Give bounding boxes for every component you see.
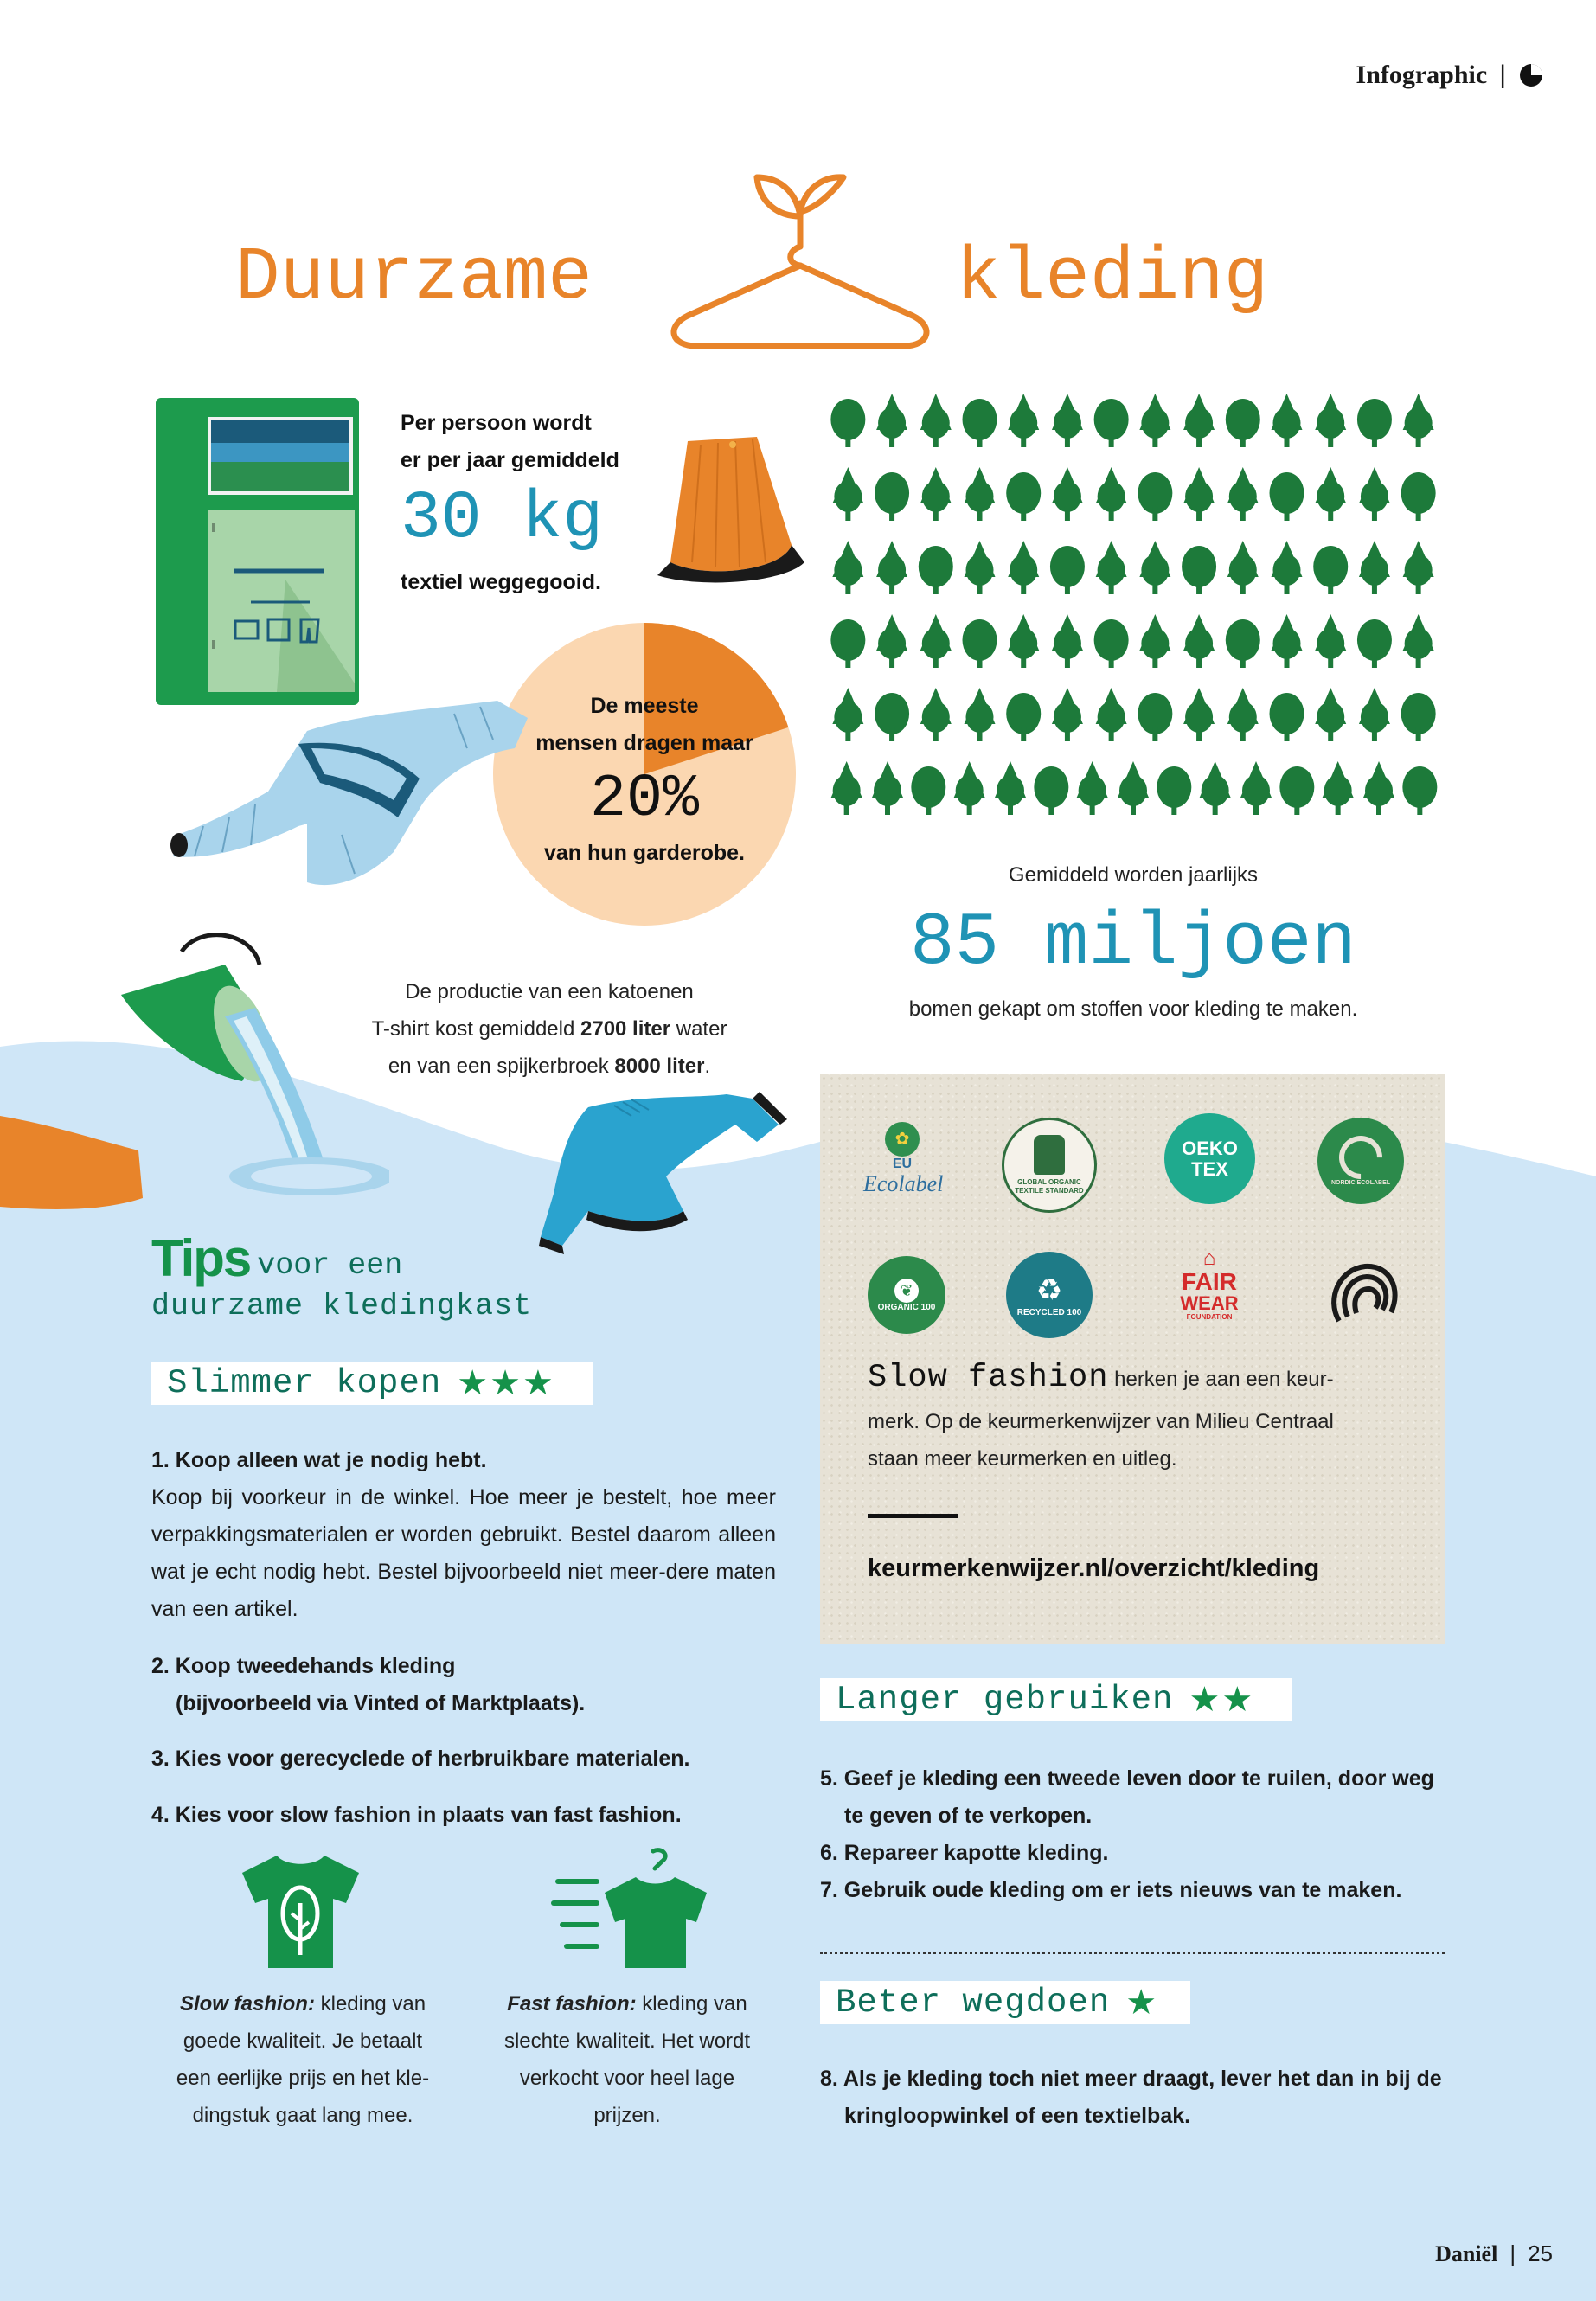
tree-icon (1096, 541, 1127, 594)
title-right: kleding (956, 235, 1269, 320)
wardrobe-line3: van hun garderobe. (544, 841, 745, 865)
tree-icon (1359, 688, 1390, 741)
tip1-head: 1. Koop alleen wat je nodig hebt. (151, 1448, 487, 1472)
tree-icon (831, 761, 862, 815)
nordic-label-text: NORDIC ECOLABEL (1330, 1179, 1391, 1186)
tree-icon (1227, 688, 1259, 741)
tree-icon (1315, 688, 1346, 741)
tree-icon (872, 761, 903, 815)
water-line2b: 2700 liter (580, 1017, 671, 1041)
tree-icon (1182, 546, 1216, 594)
trees-grid (826, 394, 1440, 843)
tree-icon (1270, 472, 1304, 521)
labels-text1: herken je aan een keur- (1108, 1368, 1334, 1391)
slow-card-line2: goede kwaliteit. Je betaalt (183, 2029, 423, 2053)
tips-title: Tips (151, 1229, 251, 1287)
tree-icon (965, 541, 996, 594)
section3-label: Beter wegdoen (836, 1984, 1111, 2022)
tree-icon (832, 688, 863, 741)
tree-icon (1272, 394, 1303, 447)
tip2-head: 2. Koop tweedehands kleding (151, 1654, 456, 1678)
tree-icon (830, 399, 865, 447)
tree-icon (1006, 472, 1041, 521)
water-line1: De productie van een katoenen (405, 980, 694, 1003)
fast-card-line3: verkocht voor heel lage (519, 2067, 735, 2090)
tip8-head-a: 8. Als je kleding toch niet meer draagt, lever het dan in bij de (820, 2067, 1442, 2091)
tree-icon (920, 394, 952, 447)
section-slimmer-kopen (151, 1362, 593, 1405)
tree-icon (832, 541, 863, 594)
tex-text: TEX (1191, 1157, 1228, 1180)
tree-icon (920, 614, 952, 668)
textile-line2: er per jaar gemiddeld (401, 448, 619, 472)
tree-icon (1006, 693, 1041, 741)
section3-stars: ★ (1125, 1984, 1159, 2022)
wardrobe-line1: De meeste (590, 694, 699, 718)
tree-icon (995, 761, 1026, 815)
water-line3a: en van een spijkerbroek (388, 1054, 615, 1078)
water-line2a: T-shirt kost gemiddeld (371, 1017, 580, 1041)
tree-icon (832, 467, 863, 521)
tree-icon (1403, 394, 1434, 447)
tips-subtitle1: voor een (257, 1248, 403, 1283)
keurmerkenwijzer-link[interactable]: keurmerkenwijzer.nl/overzicht/kleding (868, 1554, 1320, 1582)
tree-icon (1313, 546, 1348, 594)
tree-icon (1315, 394, 1346, 447)
title-left: Duurzame (235, 235, 593, 320)
slow-card-line3: een eerlijke prijs en het kle- (176, 2067, 430, 2090)
section2-stars: ★★ (1189, 1681, 1255, 1719)
header-label: Infographic (1356, 61, 1488, 89)
recycled-100-logo (1006, 1252, 1093, 1338)
gots-logo (1002, 1118, 1097, 1213)
tip5-head-b: te geven of te verkopen. (844, 1804, 1093, 1828)
footer-name: Daniël (1435, 2240, 1498, 2266)
fast-card-text1: kleding van (636, 1992, 747, 2016)
gots-label-text: GLOBAL ORGANIC TEXTILE STANDARD (1015, 1178, 1084, 1195)
water-line2 (316, 1010, 783, 1048)
organic-100-logo (868, 1256, 945, 1334)
water-line3 (316, 1048, 783, 1085)
tree-icon (1402, 766, 1437, 815)
footer-separator: | (1509, 2240, 1516, 2266)
section-langer-gebruiken (820, 1678, 1292, 1721)
tree-icon (1008, 541, 1039, 594)
organic-leaf-icon: ❦ (894, 1279, 919, 1303)
slow-card-line1 (138, 1985, 467, 2022)
tree-icon (1200, 761, 1231, 815)
nordic-swan-logo (1317, 1118, 1404, 1204)
tree-icon (1401, 693, 1436, 741)
tree-icon (965, 467, 996, 521)
water-line3b: 8000 liter (614, 1054, 705, 1078)
tree-icon (875, 472, 909, 521)
eu-ecolabel-flower-icon: ✿ (885, 1122, 920, 1157)
tree-icon (1183, 394, 1215, 447)
tip2-sub: (bijvoorbeeld via Vinted of Marktplaats). (176, 1691, 586, 1715)
fast-card-label: Fast fashion: (507, 1992, 637, 2016)
tree-icon (1363, 761, 1394, 815)
trees-line2: bomen gekapt om stoffen voor kleding te maken. (908, 997, 1358, 1021)
fast-card-line4: prijzen. (593, 2104, 661, 2127)
wear-text: WEAR (1180, 1292, 1239, 1314)
footer-page-number: 25 (1528, 2240, 1553, 2266)
tree-icon (1403, 541, 1434, 594)
tree-icon (1401, 472, 1436, 521)
blue-sweater-illustration (536, 1090, 787, 1263)
tree-icon (911, 766, 945, 815)
labels-text-line1 (868, 1360, 1421, 1398)
tree-icon (954, 761, 985, 815)
tree-icon (1315, 467, 1346, 521)
textile-line3: textiel weggegooid. (401, 570, 601, 594)
tree-icon (1094, 619, 1129, 668)
tips-subtitle2: duurzame kledingkast (151, 1289, 533, 1324)
hanger-sprout-icon (657, 169, 943, 359)
orange-skirt-illustration (653, 433, 804, 588)
tree-icon (1227, 467, 1259, 521)
tree-icon (1357, 619, 1392, 668)
section2-label: Langer gebruiken (836, 1681, 1174, 1719)
tip6-head: 6. Repareer kapotte kleding. (820, 1841, 1109, 1865)
tree-icon (1008, 394, 1039, 447)
labels-text3: staan meer keurmerken en uitleg. (868, 1447, 1177, 1471)
tree-icon (1096, 467, 1127, 521)
textile-value: 30 kg (401, 481, 604, 557)
section1-label: Slimmer kopen (167, 1364, 442, 1402)
fast-fashion-tshirt-icon (549, 1843, 714, 1968)
woolmark-logo (1322, 1256, 1404, 1338)
oeko-tex-logo (1164, 1113, 1255, 1204)
tree-icon (920, 467, 952, 521)
tree-icon (1052, 467, 1083, 521)
tree-icon (1034, 766, 1068, 815)
tree-icon (875, 693, 909, 741)
labels-text2: merk. Op de keurmerkenwijzer van Milieu Centraal (868, 1410, 1334, 1433)
wardrobe-line2: mensen dragen maar (535, 731, 753, 755)
tree-icon (1183, 467, 1215, 521)
slow-card-line4: dingstuk gaat lang mee. (192, 2104, 413, 2127)
tree-icon (1157, 766, 1191, 815)
eu-ecolabel-logo (863, 1122, 944, 1208)
tree-icon (1139, 541, 1170, 594)
labels-heading: Slow fashion (868, 1360, 1109, 1396)
tree-icon (1052, 688, 1083, 741)
labels-divider (868, 1514, 958, 1518)
tree-icon (1077, 761, 1108, 815)
tree-icon (876, 614, 907, 668)
labels-box (820, 1074, 1445, 1644)
tree-icon (1138, 472, 1172, 521)
tree-icon (1094, 399, 1129, 447)
tree-icon (1226, 399, 1260, 447)
tree-icon (1359, 541, 1390, 594)
tree-icon (1139, 614, 1170, 668)
ecolabel-text: Ecolabel (863, 1171, 944, 1196)
textile-container-illustration (156, 398, 359, 705)
tip4-head: 4. Kies voor slow fashion in plaats van fast fashion. (151, 1803, 682, 1827)
slow-fashion-tshirt-icon (238, 1851, 363, 1968)
pie-logo-icon (1518, 62, 1544, 88)
wardrobe-value: 20% (589, 766, 700, 834)
tree-icon (965, 688, 996, 741)
recycled-label-text: RECYCLED 100 (1016, 1307, 1082, 1317)
tree-icon (1403, 614, 1434, 668)
tip3-head: 3. Kies voor gerecyclede of herbruikbare materialen. (151, 1747, 690, 1771)
tree-icon (1183, 614, 1215, 668)
section-beter-wegdoen (820, 1981, 1190, 2024)
gots-shirt-icon (1034, 1135, 1065, 1175)
tree-icon (1272, 541, 1303, 594)
fair-wear-hanger-icon: ⌂ (1202, 1247, 1216, 1270)
fast-card-line1 (463, 1985, 792, 2022)
tree-icon (1315, 614, 1346, 668)
trees-line1: Gemiddeld worden jaarlijks (1008, 863, 1259, 887)
tree-icon (1359, 467, 1390, 521)
tree-icon (1323, 761, 1354, 815)
textile-line1: Per persoon wordt (401, 411, 592, 435)
trees-value: 85 miljoen (909, 901, 1357, 985)
tree-icon (1357, 399, 1392, 447)
tree-icon (1052, 394, 1083, 447)
tree-icon (1270, 693, 1304, 741)
footer (1435, 2240, 1553, 2267)
tip5-head-a: 5. Geef je kleding een tweede leven door te ruilen, door weg (820, 1766, 1434, 1791)
tree-icon (1183, 688, 1215, 741)
slow-card-label: Slow fashion: (179, 1992, 315, 2016)
tip1-body: Koop bij voorkeur in de winkel. Hoe meer je bestelt, hoe meer verpakkingsmaterialen er worden gebruikt. Bestel daarom alleen wat je echt nodig hebt. Bestel bijvoorbeeld niet meer-dere maten van een artikel. (151, 1485, 776, 1621)
tip7-head: 7. Gebruik oude kleding om er iets nieuws van te maken. (820, 1878, 1402, 1902)
header-section-label (1356, 61, 1544, 90)
tree-icon (1226, 619, 1260, 668)
dotted-divider (820, 1952, 1445, 1954)
tips-heading (151, 1229, 403, 1287)
slow-card-text1: kleding van (314, 1992, 426, 2016)
fair-text: FAIR (1182, 1268, 1237, 1295)
tree-icon (1118, 761, 1149, 815)
tip8-head-b: kringloopwinkel of een textielbak. (844, 2104, 1191, 2128)
tree-icon (830, 619, 865, 668)
fast-card-line2: slechte kwaliteit. Het wordt (503, 2029, 751, 2053)
tree-icon (1227, 541, 1259, 594)
fair-wear-logo (1166, 1247, 1253, 1322)
tree-icon (1272, 614, 1303, 668)
foundation-text: FOUNDATION (1186, 1313, 1233, 1321)
tree-icon (1050, 546, 1085, 594)
header-separator: | (1499, 61, 1506, 89)
eu-label-text: EU (892, 1157, 913, 1171)
section1-stars: ★★★ (457, 1364, 555, 1402)
tree-icon (1138, 693, 1172, 741)
tree-icon (1139, 394, 1170, 447)
puffer-jacket-illustration (169, 696, 532, 895)
tree-icon (1240, 761, 1272, 815)
woolmark-icon (1322, 1256, 1404, 1338)
tree-icon (1096, 688, 1127, 741)
organic-label-text: ORGANIC 100 (877, 1302, 936, 1312)
tree-icon (963, 619, 997, 668)
water-line3c: . (704, 1054, 711, 1078)
oeko-text: OEKO (1182, 1137, 1238, 1159)
tree-icon (919, 546, 953, 594)
tree-icon (876, 541, 907, 594)
tree-icon (1052, 614, 1083, 668)
water-line2c: water (670, 1017, 727, 1041)
recycle-icon: ♻ (1035, 1273, 1063, 1307)
tree-icon (963, 399, 997, 447)
tree-icon (876, 394, 907, 447)
tree-icon (1279, 766, 1314, 815)
tree-icon (920, 688, 952, 741)
tree-icon (1008, 614, 1039, 668)
